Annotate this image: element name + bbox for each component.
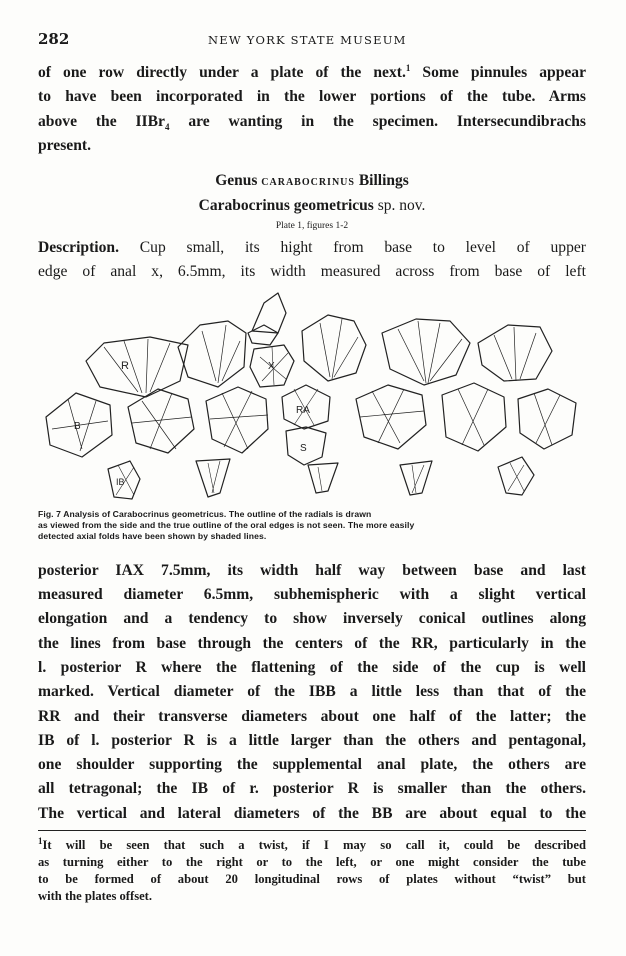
radial-label: R xyxy=(121,359,129,372)
text-line: edge of anal x, 6.5mm, its width measured across from base of left xyxy=(38,263,586,281)
infrabasal-plate xyxy=(498,457,534,495)
text-line: posterior IAX 7.5mm, its width half way between base and last xyxy=(38,561,586,579)
plate-analysis-drawing xyxy=(38,289,586,507)
basal-plate xyxy=(442,383,506,451)
species-heading: Carabocrinus geometricus sp. nov. xyxy=(198,197,426,215)
basal-plate xyxy=(518,389,576,449)
radial-plate xyxy=(178,321,246,387)
footnote-mark: 1 xyxy=(38,835,43,846)
radial-plate xyxy=(302,315,366,381)
text-line: marked. Vertical diameter of the IBB a little less than that of the xyxy=(38,683,586,701)
text-line: present. xyxy=(38,136,91,154)
footnote-line: $^1$It will be seen that such a twist, if I may so call it, could be described xyxy=(38,835,586,853)
text-line: RR and their transverse diameters about one half of the latter; the xyxy=(38,707,586,725)
text-line: IB of l. posterior R is a little larger than the others and pentagonal, xyxy=(38,731,586,749)
page xyxy=(38,30,586,905)
text-line: one shoulder supporting the supplemental anal plate, the others are xyxy=(38,756,586,774)
radial-plate xyxy=(86,337,188,397)
text-line: of one row directly under a plate of the next.$^1$ Some pinnules appear xyxy=(38,62,587,81)
infrabasal-plate xyxy=(196,459,230,497)
basal-plate xyxy=(206,387,268,453)
text-line: all tetragonal; the IB of r. posterior R is smaller than the others. xyxy=(38,780,586,798)
text-line: above the IIBr$_4$ are wanting in the specimen. Intersecundibrachs xyxy=(38,112,586,132)
plate-reference: Plate 1, figures 1-2 xyxy=(275,221,349,232)
description-lead: Description. xyxy=(38,239,119,257)
footnote-line: to be formed of about 20 longitudinal rows of plates without “twist” but xyxy=(38,872,586,887)
footnote xyxy=(38,837,586,905)
radial-plate xyxy=(382,319,470,385)
infrabasal-plate xyxy=(400,461,432,495)
text-line: elongation and a tendency to show inversely conical outlines along xyxy=(38,610,586,628)
text-line: l. posterior R where the flattening of the side of the cup is well xyxy=(38,658,586,676)
text-line: Description. Cup small, its hight from base to level of upper xyxy=(38,239,586,257)
infrabasal-plate-row xyxy=(108,457,534,499)
text-line: the lines from base through the centers of the RR, particularly in the xyxy=(38,634,586,652)
footnote-rule xyxy=(38,830,586,831)
anal-plate-tube xyxy=(252,293,286,333)
infrabasal-plate xyxy=(308,463,338,493)
text-line: measured diameter 6.5mm, subhemispheric with a slight vertical xyxy=(38,586,586,604)
intro-paragraph xyxy=(38,61,586,158)
running-title: NEW YORK STATE MUSEUM xyxy=(208,33,407,47)
caption-line: as viewed from the side and the true outline of the oral edges is not seen. The more easily xyxy=(38,519,415,530)
crinoid-plate-diagram xyxy=(38,289,586,507)
anal-x-label: X xyxy=(268,360,275,372)
figure-caption xyxy=(38,509,586,542)
ibb-label: B xyxy=(74,420,81,432)
running-header xyxy=(38,30,586,52)
footnote-line: with the plates offset. xyxy=(38,889,153,904)
basal-plate xyxy=(356,385,426,449)
footnote-ref[interactable]: 1 xyxy=(405,62,411,73)
genus-heading: Genus CARABOCRINUS Billings xyxy=(215,172,409,190)
text-line: The vertical and lateral diameters of the BB are about equal to the xyxy=(38,804,586,822)
ib-label: IB xyxy=(116,476,125,487)
body-paragraph xyxy=(38,559,586,826)
caption-line: Fig. 7 Analysis of Carabocrinus geometricus. The outline of the radials is drawn xyxy=(38,508,372,519)
description-paragraph xyxy=(38,236,586,285)
basal-plate-row xyxy=(46,383,576,465)
caption-line: detected axial folds have been shown by shaded lines. xyxy=(38,530,267,541)
text-line: to have been incorporated in the lower portions of the tube. Arms xyxy=(38,88,586,106)
radial-plate-row xyxy=(86,293,552,397)
ra-label: RA xyxy=(296,404,310,416)
s-label: S xyxy=(300,442,307,454)
footnote-line: as turning either to the right or to the left, or one might consider the tube xyxy=(38,855,586,870)
page-number: 282 xyxy=(38,30,70,48)
